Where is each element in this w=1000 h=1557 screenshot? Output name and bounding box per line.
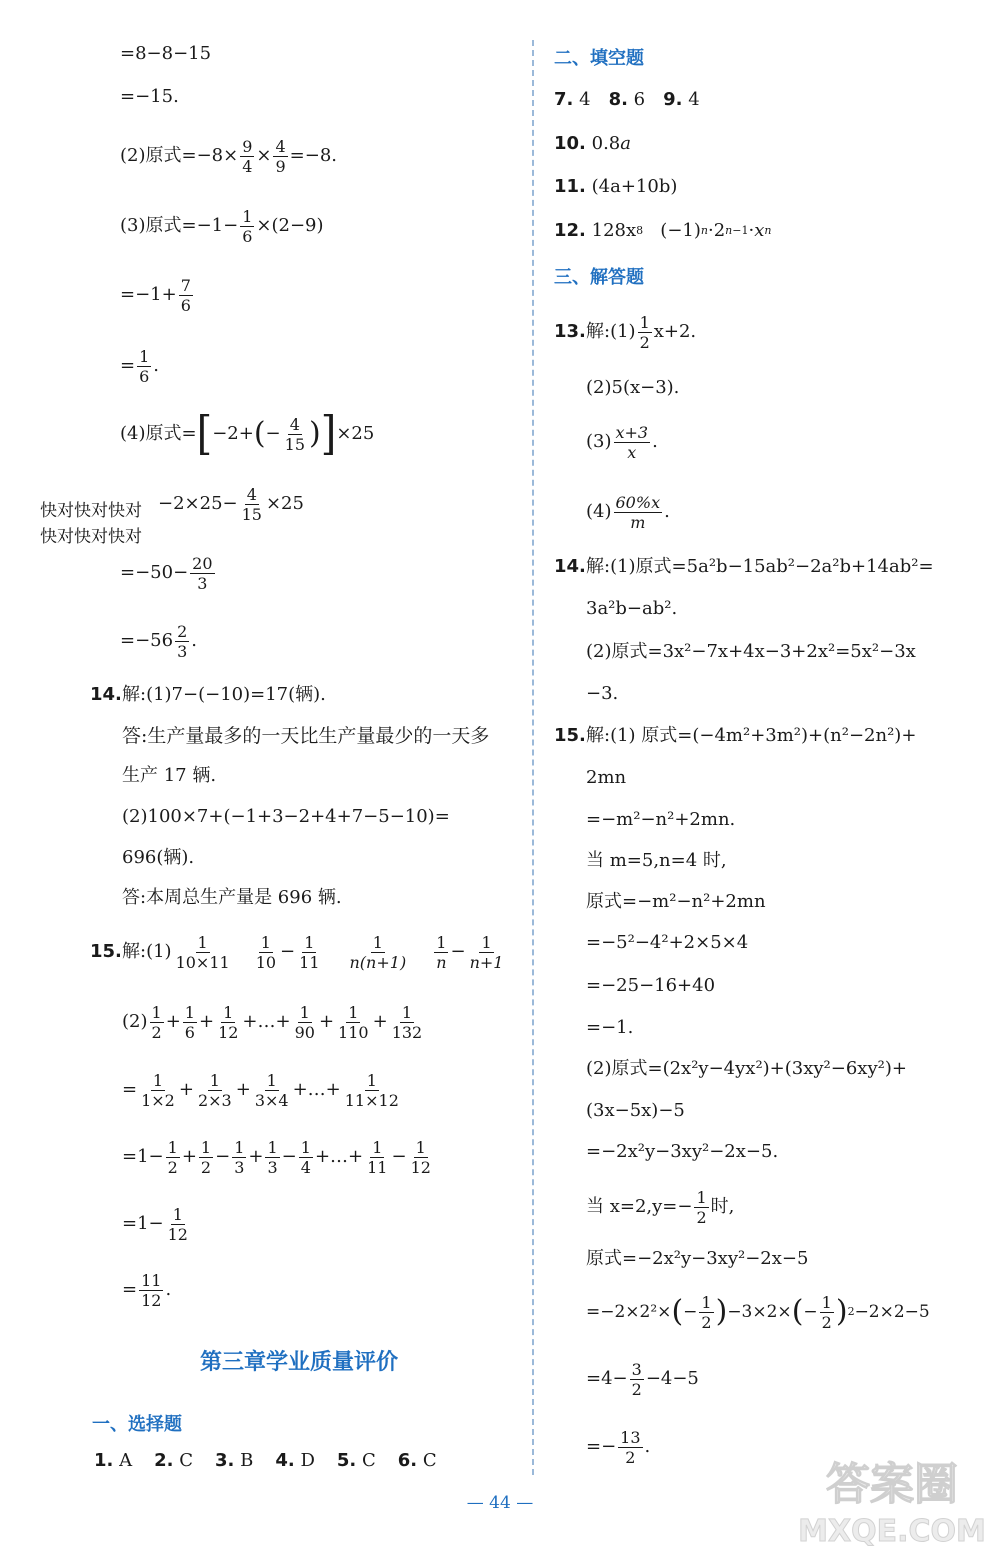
right-bracket: ] — [320, 407, 337, 461]
section-heading: 一、选择题 — [92, 1414, 182, 1435]
fraction: $\frac{1}{2}$ — [696, 1187, 707, 1227]
calc-line — [120, 135, 337, 177]
text: (2)100×7+(−1+3−2+4+7−5−10)= — [122, 806, 450, 827]
text-line — [586, 598, 677, 620]
text: −2×25− — [158, 493, 238, 514]
answer: 0.8 — [591, 133, 621, 154]
chapter-title: 第三章学业质量评价 — [200, 1350, 399, 1375]
calc-line — [120, 205, 324, 247]
answer: D — [300, 1450, 315, 1471]
fill-answer — [554, 176, 677, 198]
text: ×25 — [265, 493, 304, 514]
text: −2+ — [212, 423, 254, 444]
text: =−5²−4²+2×5×4 — [586, 932, 749, 953]
left-paren: ( — [671, 1294, 684, 1329]
fraction: $\frac{1}{n}$ — [436, 932, 447, 972]
text: + — [235, 1079, 251, 1100]
fraction: $\frac{4}{9}$ — [275, 136, 286, 176]
text: 当 m=5,n=4 时, — [586, 850, 727, 871]
calc-line — [120, 552, 217, 594]
text: × — [256, 145, 272, 166]
fraction: $\frac{1}{2}$ — [701, 1292, 712, 1332]
fraction: $\frac{1}{11}$ — [299, 932, 320, 972]
text-line — [122, 765, 216, 787]
text: + — [178, 1079, 194, 1100]
mc-answer — [215, 1450, 253, 1472]
watermark-text: 快对快对快对 — [40, 527, 142, 547]
watermark-graphic — [792, 1441, 992, 1551]
text: +…+ — [314, 1146, 364, 1167]
text: (3) — [586, 431, 612, 452]
answer: C — [362, 1450, 376, 1471]
text: (2)原式=3x²−7x+4x−3+2x²=5x²−3x — [586, 641, 916, 662]
text: . — [165, 1279, 172, 1300]
calc-line — [122, 1268, 171, 1312]
question-number: 3. — [215, 1450, 235, 1471]
text: 原式=−m²−n²+2mn — [586, 891, 766, 912]
fraction: $\frac{1}{12}$ — [218, 1002, 239, 1042]
text: =−56 — [120, 630, 174, 651]
fraction: $\frac{1}{6}$ — [184, 1002, 195, 1042]
watermark-top: 答案圈 — [826, 1459, 958, 1510]
mc-answer — [154, 1450, 193, 1472]
fraction: $\frac{1}{2}$ — [821, 1292, 832, 1332]
fraction: $\frac{1}{6}$ — [242, 206, 253, 246]
question-number: 2. — [154, 1450, 174, 1471]
fraction: $\frac{1}{11\times 12}$ — [344, 1070, 399, 1110]
calc-line — [122, 1068, 403, 1112]
question-14 — [90, 684, 326, 706]
question-number: 6. — [397, 1450, 418, 1471]
text: − — [215, 1146, 231, 1167]
text: 696(辆). — [122, 847, 195, 868]
fraction: $\frac{20}{3}$ — [192, 553, 213, 593]
calc-line — [586, 1357, 699, 1401]
question-number: 13. — [554, 321, 586, 342]
fill-answer: 10. 0.8 a — [554, 133, 631, 154]
answer: C — [179, 1450, 193, 1471]
fraction: $\frac{1}{132}$ — [391, 1002, 423, 1042]
text-line — [586, 1141, 778, 1163]
text: − — [450, 941, 466, 962]
calc-line: =−2×2²× ( − $\frac{1}{2}$ ) −3×2× ( − $\frac{1}{2}$ ) 2 −2×2−5 — [586, 1292, 930, 1332]
answer: (4a+10b) — [591, 176, 678, 197]
text-line — [586, 1100, 685, 1122]
text: −3. — [586, 683, 619, 704]
question-number: 10. — [554, 133, 586, 154]
section-heading: 二、填空题 — [554, 48, 644, 69]
text: (4)原式= — [120, 423, 197, 444]
text: 解:(1)原式=5a²b−15ab²−2a²b+14ab²= — [586, 556, 934, 577]
fraction: $\frac{9}{4}$ — [242, 136, 253, 176]
text: + — [248, 1146, 264, 1167]
text-line — [586, 975, 715, 997]
text: + — [165, 1011, 181, 1032]
fraction: $\frac{1}{n+1}$ — [469, 932, 504, 972]
text: − — [391, 1146, 407, 1167]
fraction: $\frac{1}{3}$ — [267, 1137, 278, 1177]
text: + — [198, 1011, 215, 1032]
question-15 — [90, 930, 507, 974]
text: 当 x=2,y=− — [586, 1196, 693, 1217]
text: 3a²b−ab². — [586, 598, 678, 619]
fraction: $\frac{1}{6}$ — [139, 346, 150, 386]
text: ×(2−9) — [256, 215, 324, 236]
text: =−15. — [120, 86, 179, 107]
text-line — [586, 683, 618, 705]
text-line — [122, 887, 342, 909]
calc-line — [122, 1135, 435, 1179]
fraction: $\frac{1}{2}$ — [200, 1137, 212, 1177]
question-number: 4. — [275, 1450, 295, 1471]
text-line — [586, 1017, 633, 1039]
watermark-bottom: MXQE.COM — [798, 1514, 986, 1549]
question-number: 7. — [554, 89, 574, 110]
answer: 128x — [591, 220, 637, 241]
fraction: $\frac{1}{10\times 11}$ — [175, 932, 230, 972]
question-15 — [554, 725, 916, 747]
fraction: $\frac{1}{11}$ — [367, 1137, 388, 1177]
text: . — [644, 1436, 651, 1457]
text: . — [153, 355, 160, 376]
question-number: 8. — [608, 89, 628, 110]
fraction: $\frac{11}{12}$ — [141, 1270, 162, 1310]
text: =4− — [586, 1368, 628, 1389]
text: +…+ — [242, 1011, 291, 1032]
text: =−1+ — [120, 284, 177, 305]
calc-line — [120, 345, 159, 387]
text: − — [265, 423, 281, 444]
calc-line — [120, 86, 179, 108]
question-number: 14. — [554, 556, 586, 577]
text: =−2x²y−3xy²−2x−5. — [586, 1141, 779, 1162]
text: −4−5 — [645, 1368, 699, 1389]
fill-answers — [554, 89, 700, 111]
calc-line — [122, 1202, 192, 1246]
mc-answer — [337, 1450, 376, 1472]
question-number: 15. — [554, 725, 586, 746]
fraction: $\frac{60\%x}{m}$ — [615, 492, 661, 532]
mc-answer — [275, 1450, 315, 1472]
text-line — [586, 850, 727, 872]
text: x+2. — [653, 321, 697, 342]
calc-line — [586, 1185, 734, 1229]
answer: C — [422, 1450, 437, 1471]
page-number: — 44 — — [466, 1493, 534, 1513]
left-paren: ( — [253, 416, 266, 451]
text-line — [586, 767, 626, 789]
text: (2)5(x−3). — [586, 377, 680, 398]
text: 解:(1)7−(−10)=17(辆). — [122, 684, 326, 705]
text: 2mn — [586, 767, 627, 788]
question-14 — [554, 556, 934, 578]
text-line — [586, 932, 748, 954]
left-bracket: [ — [196, 407, 213, 461]
text: (3x−5x)−5 — [586, 1100, 685, 1121]
fraction: $\frac{1}{3\times 4}$ — [254, 1070, 289, 1110]
question-number: 15. — [90, 941, 122, 962]
fraction: $\frac{7}{6}$ — [180, 275, 191, 315]
fraction: $\frac{1}{4}$ — [300, 1137, 311, 1177]
calc-line — [120, 43, 211, 65]
text: =1− — [122, 1213, 164, 1234]
answer: B — [240, 1450, 254, 1471]
text-line — [586, 1248, 808, 1270]
text: . — [191, 630, 197, 651]
calc-line — [120, 407, 375, 461]
fill-answer: 12. 128x 8 (−1) n ·2 n−1 · x n — [554, 220, 772, 241]
calc-line — [158, 483, 304, 525]
calc-line — [586, 490, 670, 534]
text: = — [120, 355, 136, 376]
fraction: $\frac{4}{15}$ — [241, 484, 262, 524]
mc-answer — [398, 1450, 437, 1472]
fraction: $\frac{13}{2}$ — [620, 1427, 641, 1467]
answer: 6 — [633, 89, 646, 110]
text: 解:(1) 原式=(−4m²+3m²)+(n²−2n²)+ — [586, 725, 917, 746]
text: . — [664, 501, 670, 522]
right-paren: ) — [309, 416, 321, 451]
text: − — [803, 1302, 818, 1322]
text: =−1. — [586, 1017, 634, 1038]
text-line — [586, 891, 766, 913]
text: + — [318, 1011, 335, 1032]
text: −3×2× — [727, 1302, 792, 1322]
text: 原式=−2x²y−3xy²−2x−5 — [586, 1248, 809, 1269]
text: (2)原式=−8× — [120, 145, 239, 166]
question-number: 12. — [554, 220, 586, 241]
text-line — [122, 806, 450, 828]
text: =−25−16+40 — [586, 975, 716, 996]
text: 解:(1) — [586, 321, 636, 342]
text-line — [122, 725, 489, 747]
text: +…+ — [292, 1079, 341, 1100]
text: =−m²−n²+2mn. — [586, 809, 736, 830]
text: =−50− — [120, 562, 189, 583]
question-number: 9. — [663, 89, 683, 110]
text: − — [281, 1146, 297, 1167]
calc-line — [122, 1000, 426, 1044]
fraction: $\frac{1}{2}$ — [151, 1002, 162, 1042]
column-divider — [532, 40, 534, 1475]
calc-line — [120, 274, 195, 316]
text: = — [122, 1079, 138, 1100]
right-paren: ) — [715, 1294, 728, 1329]
right-paren: ) — [835, 1294, 848, 1329]
text-line — [586, 377, 679, 399]
text: =1− — [122, 1146, 164, 1167]
watermark-logo — [792, 1441, 992, 1551]
fraction: $\frac{1}{3}$ — [234, 1137, 245, 1177]
text: − — [683, 1302, 698, 1322]
text-line — [122, 847, 194, 869]
fraction: $\frac{1}{2\times 3}$ — [197, 1070, 232, 1110]
fraction: $\frac{1}{2}$ — [639, 312, 650, 352]
text: . — [652, 431, 658, 452]
answer: A — [119, 1450, 133, 1471]
text: + — [181, 1146, 197, 1167]
answer: 4 — [688, 89, 700, 110]
fraction: $\frac{3}{2}$ — [631, 1359, 642, 1399]
text: =−2×2²× — [586, 1302, 672, 1322]
mc-answer — [94, 1450, 132, 1472]
fraction: $\frac{1}{12}$ — [410, 1137, 431, 1177]
text: −2×2−5 — [854, 1302, 930, 1322]
text-line — [586, 641, 916, 663]
text: =− — [586, 1436, 617, 1457]
text: = — [122, 1279, 138, 1300]
text: 答:生产量最多的一天比生产量最少的一天多 — [122, 725, 490, 747]
fraction: $\frac{1}{110}$ — [338, 1002, 369, 1042]
calc-line — [586, 420, 658, 464]
section-heading: 三、解答题 — [554, 267, 644, 288]
text: (2)原式=(2x²y−4yx²)+(3xy²−6xy²)+ — [586, 1058, 907, 1079]
question-number: 1. — [94, 1450, 114, 1471]
question-number: 5. — [336, 1450, 357, 1471]
text: 生产 17 辆. — [122, 765, 217, 786]
text: =8−8−15 — [120, 43, 212, 64]
text: (4) — [586, 501, 612, 522]
fraction: $\frac{2}{3}$ — [177, 621, 188, 661]
watermark-text: 快对快对快对 — [40, 501, 142, 521]
left-paren: ( — [791, 1294, 804, 1329]
fraction: $\frac{1}{90}$ — [294, 1002, 315, 1042]
question-13 — [554, 310, 696, 354]
text: 答:本周总生产量是 696 辆. — [122, 887, 342, 908]
question-number: 11. — [554, 176, 586, 197]
text: 解:(1) — [122, 941, 172, 962]
calc-line — [120, 620, 197, 662]
fraction: $\frac{1}{12}$ — [167, 1204, 188, 1244]
fraction: $\frac{1}{10}$ — [255, 932, 277, 972]
fraction: $\frac{1}{2}$ — [167, 1137, 178, 1177]
text: =−8. — [289, 145, 338, 166]
question-number: 14. — [90, 684, 122, 705]
text: ×25 — [336, 423, 375, 444]
fraction: $\frac{1}{n(n+1)}$ — [349, 932, 407, 972]
calc-line — [586, 1425, 650, 1469]
fraction: $\frac{x+3}{x}$ — [615, 422, 649, 462]
fraction: $\frac{4}{15}$ — [284, 414, 305, 454]
mc-answers — [94, 1450, 459, 1472]
text: (2) — [122, 1011, 148, 1032]
text: + — [372, 1011, 388, 1032]
text: (3)原式=−1− — [120, 215, 239, 236]
text-line — [586, 1058, 907, 1080]
text: 时, — [710, 1196, 735, 1217]
answer: 4 — [579, 89, 591, 110]
fraction: $\frac{1}{1\times 2}$ — [141, 1070, 175, 1110]
text-line — [586, 809, 735, 831]
text: − — [280, 941, 296, 962]
